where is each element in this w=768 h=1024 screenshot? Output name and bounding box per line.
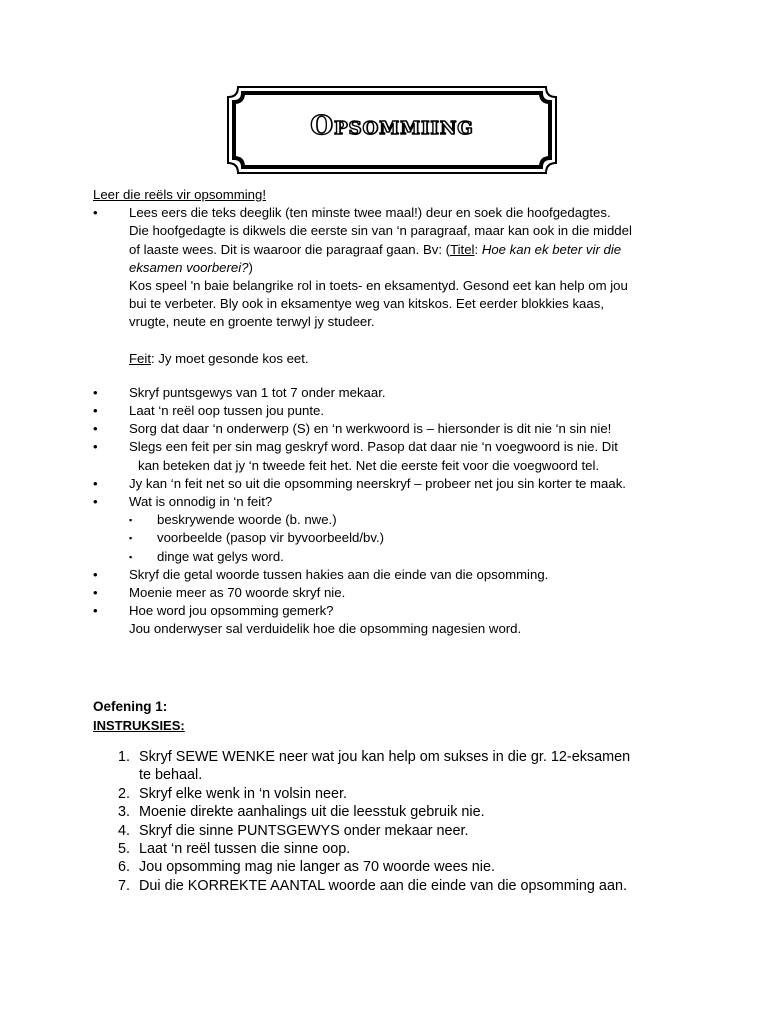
list-item: • Sorg dat daar ‘n onderwerp (S) en ‘n werkwoord is – hiersonder is dit nie ‘n sin nie! [93, 420, 683, 438]
bullet-icon: • [93, 384, 98, 400]
title-frame [226, 85, 558, 175]
square-bullet-icon: ▪ [129, 515, 133, 526]
instructions-heading: INSTRUKSIES: [93, 718, 185, 733]
square-bullet-icon: ▪ [129, 533, 133, 544]
sub-list-item: ▪ voorbeelde (pasop vir byvoorbeeld/bv.) [93, 529, 683, 547]
instruction-item: 4. Skryf die sinne PUNTSGEWYS onder mekaar neer. [118, 822, 469, 839]
list-item: • Moenie meer as 70 woorde skryf nie. [93, 584, 683, 602]
rules-section [93, 186, 683, 639]
example-text: Kos speel 'n baie belangrike rol in toets- en eksamentyd. Gesond eet kan help om jou [129, 278, 628, 294]
bullet-icon: • [93, 421, 98, 437]
instruction-item: 3. Moenie direkte aanhalings uit die leesstuk gebruik nie. [118, 804, 485, 821]
instructions-list [118, 748, 698, 895]
sub-list-item: ▪ beskrywende woorde (b. nwe.) [93, 511, 683, 529]
square-bullet-icon: ▪ [129, 551, 133, 562]
bullet-icon: • [93, 603, 98, 619]
titel-label: Titel [450, 241, 475, 257]
bullet-icon: • [93, 494, 98, 510]
list-item: • Wat is onnodig in ‘n feit? [93, 493, 683, 511]
fact-line: Feit: Jy moet gesonde kos eet. [129, 350, 309, 366]
bullet-icon: • [93, 205, 98, 221]
bullet-icon: • [93, 475, 98, 491]
list-item: • Jy kan ‘n feit net so uit die opsomming neerskryf – probeer net jou sin korter te maak. [93, 475, 683, 493]
list-item: • Skryf die getal woorde tussen hakies aan die einde van die opsomming. [93, 566, 683, 584]
sub-list-item: ▪ dinge wat gelys word. [93, 548, 683, 566]
instruction-item: 5. Laat ‘n reël tussen die sinne oop. [118, 841, 351, 858]
bullet-icon: • [93, 585, 98, 601]
list-item: • Skryf puntsgewys van 1 tot 7 onder mekaar. [93, 384, 683, 402]
list-item: • Hoe word jou opsomming gemerk? Jou onderwyser sal verduidelik hoe die opsomming nagesien word. [93, 603, 522, 637]
list-item: • Slegs een feit per sin mag geskryf word. Pasop dat daar nie ‘n voegwoord is nie. Dit kan beteken dat jy ‘n tweede feit het. Net die eerste feit voor die voegwoord tel. [93, 439, 618, 473]
instruction-item: 6. Jou opsomming mag nie langer as 70 woorde wees nie. [118, 859, 495, 876]
list-item: • Lees eers die teks deeglik (ten minste twee maal!) deur en soek die hoofgedagtes. Die hoofgedagte is dikwels die eerste sin van ‘n paragraaf, maar kan ook in die middel of laaste wees. Dit is waaroor die paragraaf gaan. Bv: (Titel: Hoe kan ek beter vir die eksamen voorberei?) Kos speel 'n baie belangrike rol in toets- en eksamentyd. Gesond eet kan help om jou bui te verbeter. Bly ook in eksamentye weg van kitskos. Eet eerder blokkies kaas, vrugte, neute en groente terwyl jy studeer. Feit: Jy moet gesonde kos eet. [93, 204, 683, 368]
instruction-item: 7. Dui die KORREKTE AANTAL woorde aan die einde van die opsomming aan. [118, 877, 627, 894]
bullet-icon: • [93, 439, 98, 455]
bullet-icon: • [93, 403, 98, 419]
list-item: • Laat ‘n reël oop tussen jou punte. [93, 402, 683, 420]
instruction-item: 2. Skryf elke wenk in ‘n volsin neer. [118, 785, 347, 802]
instruction-item: 1. Skryf SEWE WENKE neer wat jou kan help om sukses in die gr. 12-eksamen te behaal. [118, 749, 631, 784]
exercise-heading: Oefening 1: [93, 699, 168, 714]
intro-heading: Leer die reëls vir opsomming! [93, 187, 266, 202]
page-title: Opsommiing [310, 111, 474, 141]
bullet-icon: • [93, 566, 98, 582]
